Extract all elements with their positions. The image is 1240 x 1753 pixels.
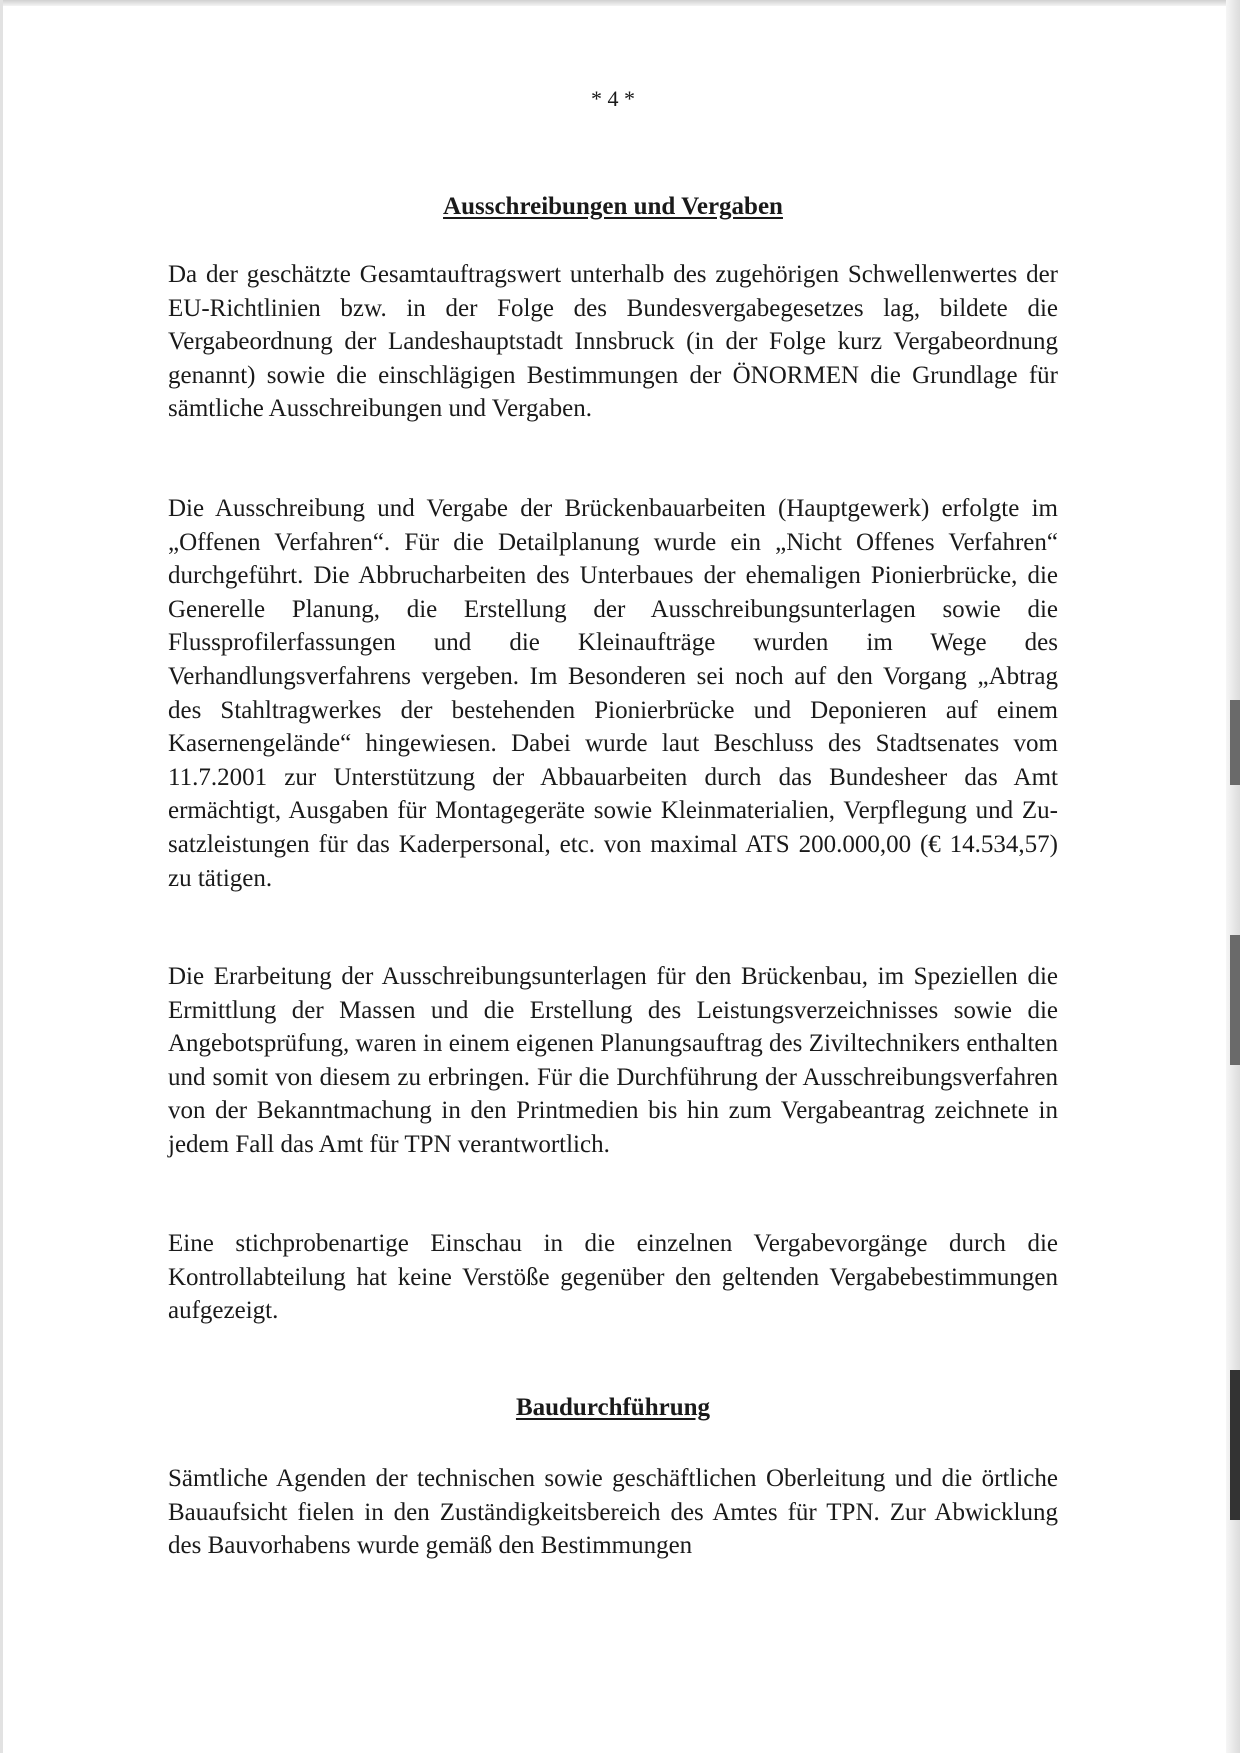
paragraph: Sämtliche Agenden der technischen sowie geschäftlichen Oberleitung und die örtliche Bauaufsicht fielen in den Zuständigkeitsbereich des Amtes für TPN. Zur Abwicklung des Bauvorhabens wurde gemäß den Bestimmungen [168,1465,1058,1560]
page-number: * 4 * [591,86,635,111]
scan-edge-left [0,0,3,1753]
paragraph: Eine stichprobenartige Einschau in die einzelnen Vergabevorgänge durch die Kontrollabteilung hat keine Verstöße gegenüber den geltenden Vergabebestimmungen aufgezeigt. [168,1230,1058,1325]
section-heading-ausschreibungen: Ausschreibungen und Vergaben [443,193,783,220]
scan-edge-mark [1230,1370,1240,1520]
scan-edge-mark [1230,700,1240,785]
paragraph: Da der geschätzte Gesamtauftragswert unterhalb des zugehörigen Schwellenwertes der EU-Richtlinien bzw. in der Folge des Bundesvergabegesetzes lag, bildete die Vergabeordnung der Landeshauptstadt Innsbruck (in der Folge kurz Vergabeordnung genannt) sowie die einschlägigen Bestimmungen der ÖNORMEN die Grundlage für sämtliche Ausschreibungen und Vergaben. [168,261,1058,423]
section-heading-baudurchfuehrung: Baudurchführung [515,1394,711,1421]
paragraph: Die Ausschreibung und Vergabe der Brückenbauarbeiten (Hauptgewerk) erfolgte im „Offenen Verfahren“. Für die Detailplanung wurde ein „Nicht Offenes Verfahren“ durchgeführt. Die Abbrucharbeiten des Unterbaues der ehemaligen Pionierbrücke, die Generelle Planung, die Erstellung der Ausschreibungsunterlagen sowie die Flussprofilerfassungen und die Kleinaufträge wurden im Wege des Verhandlungsverfahrens vergeben. Im Besonderen sei noch auf den Vorgang „Abtrag des Stahltragwerkes der bestehenden Pionierbrücke und Deponieren auf einem Kasernengelände“ hingewiesen. Dabei wurde laut Beschluss des Stadtsenates vom 11.7.2001 zur Unterstützung der Abbauarbeiten durch das Bundesheer das Amt ermächtigt, Ausgaben für Montagegeräte sowie Kleinmaterialien, Verpflegung und Zusatzleistungen für das Kaderpersonal, etc. von maximal ATS 200.000,00 (€ 14.534,57) zu tätigen. [168,495,1058,892]
paragraph: Die Erarbeitung der Ausschreibungsunterlagen für den Brückenbau, im Speziellen die Ermittlung der Massen und die Erstellung des Leistungsverzeichnisses sowie die Angebotsprüfung, waren in einem eigenen Planungsauftrag des Ziviltechnikers enthalten und somit von diesem zu erbringen. Für die Durchführung der Ausschreibungsverfahren von der Bekanntmachung in den Printmedien bis hin zum Vergabeantrag zeichnete in jedem Fall das Amt für TPN verantwortlich. [168,963,1058,1158]
scan-edge-top [0,0,1240,6]
scan-edge-mark [1230,935,1240,1065]
